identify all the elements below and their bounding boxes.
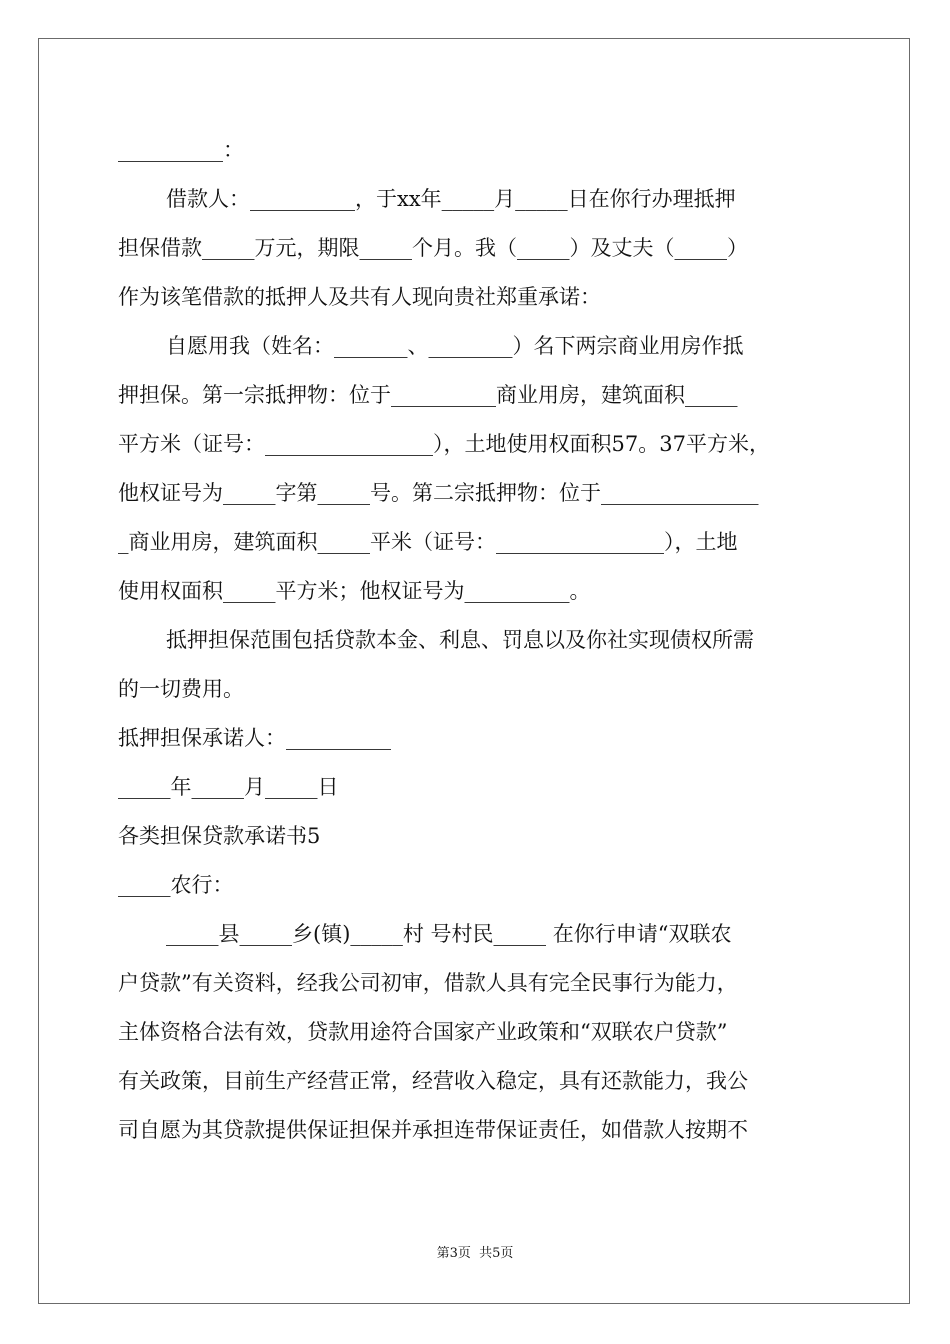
paragraph-line: _____县_____乡(镇)_____村 号村民_____ 在你行申请“双联农 — [166, 922, 732, 946]
section-title: 各类担保贷款承诺书5 — [118, 824, 321, 848]
paragraph-line: 户贷款”有关资料，经我公司初审，借款人具有完全民事行为能力， — [118, 971, 738, 995]
paragraph-line: 抵押担保范围包括贷款本金、利息、罚息以及你社实现债权所需 — [166, 628, 754, 652]
signer-line: 抵押担保承诺人：__________ — [118, 726, 391, 750]
date-line: _____年_____月_____日 — [118, 775, 339, 799]
paragraph-line: 的一切费用。 — [118, 677, 244, 701]
page-number: 第3页 共5页 — [436, 1246, 514, 1261]
paragraph-line: _商业用房，建筑面积_____平米（证号：________________），土地 — [118, 530, 738, 554]
paragraph-line: 主体资格合法有效，贷款用途符合国家产业政策和“双联农户贷款” — [118, 1020, 728, 1044]
paragraph-line: 自愿用我（姓名：_______、________）名下两宗商业用房作抵 — [166, 334, 744, 358]
salutation-line: __________： — [118, 138, 244, 162]
paragraph-line: 使用权面积_____平方米；他权证号为__________。 — [118, 579, 591, 603]
paragraph-line: 担保借款_____万元，期限_____个月。我（_____）及丈夫（_____） — [118, 236, 748, 260]
paragraph-line: 他权证号为_____字第_____号。第二宗抵押物：位于_______________ — [118, 481, 759, 505]
paragraph-line: 平方米（证号：________________），土地使用权面积57。37平方米， — [118, 432, 770, 456]
salutation-line: _____农行： — [118, 873, 234, 897]
paragraph-line: 司自愿为其贷款提供保证担保并承担连带保证责任，如借款人按期不 — [118, 1118, 748, 1142]
document-body — [118, 126, 836, 1155]
paragraph-line: 有关政策，目前生产经营正常，经营收入稳定，具有还款能力，我公 — [118, 1069, 748, 1093]
paragraph-line: 作为该笔借款的抵押人及共有人现向贵社郑重承诺： — [118, 285, 601, 309]
paragraph-line: 借款人：__________，于xx年_____月_____日在你行办理抵押 — [166, 187, 736, 211]
paragraph-line: 押担保。第一宗抵押物：位于__________商业用房，建筑面积_____ — [118, 383, 738, 407]
